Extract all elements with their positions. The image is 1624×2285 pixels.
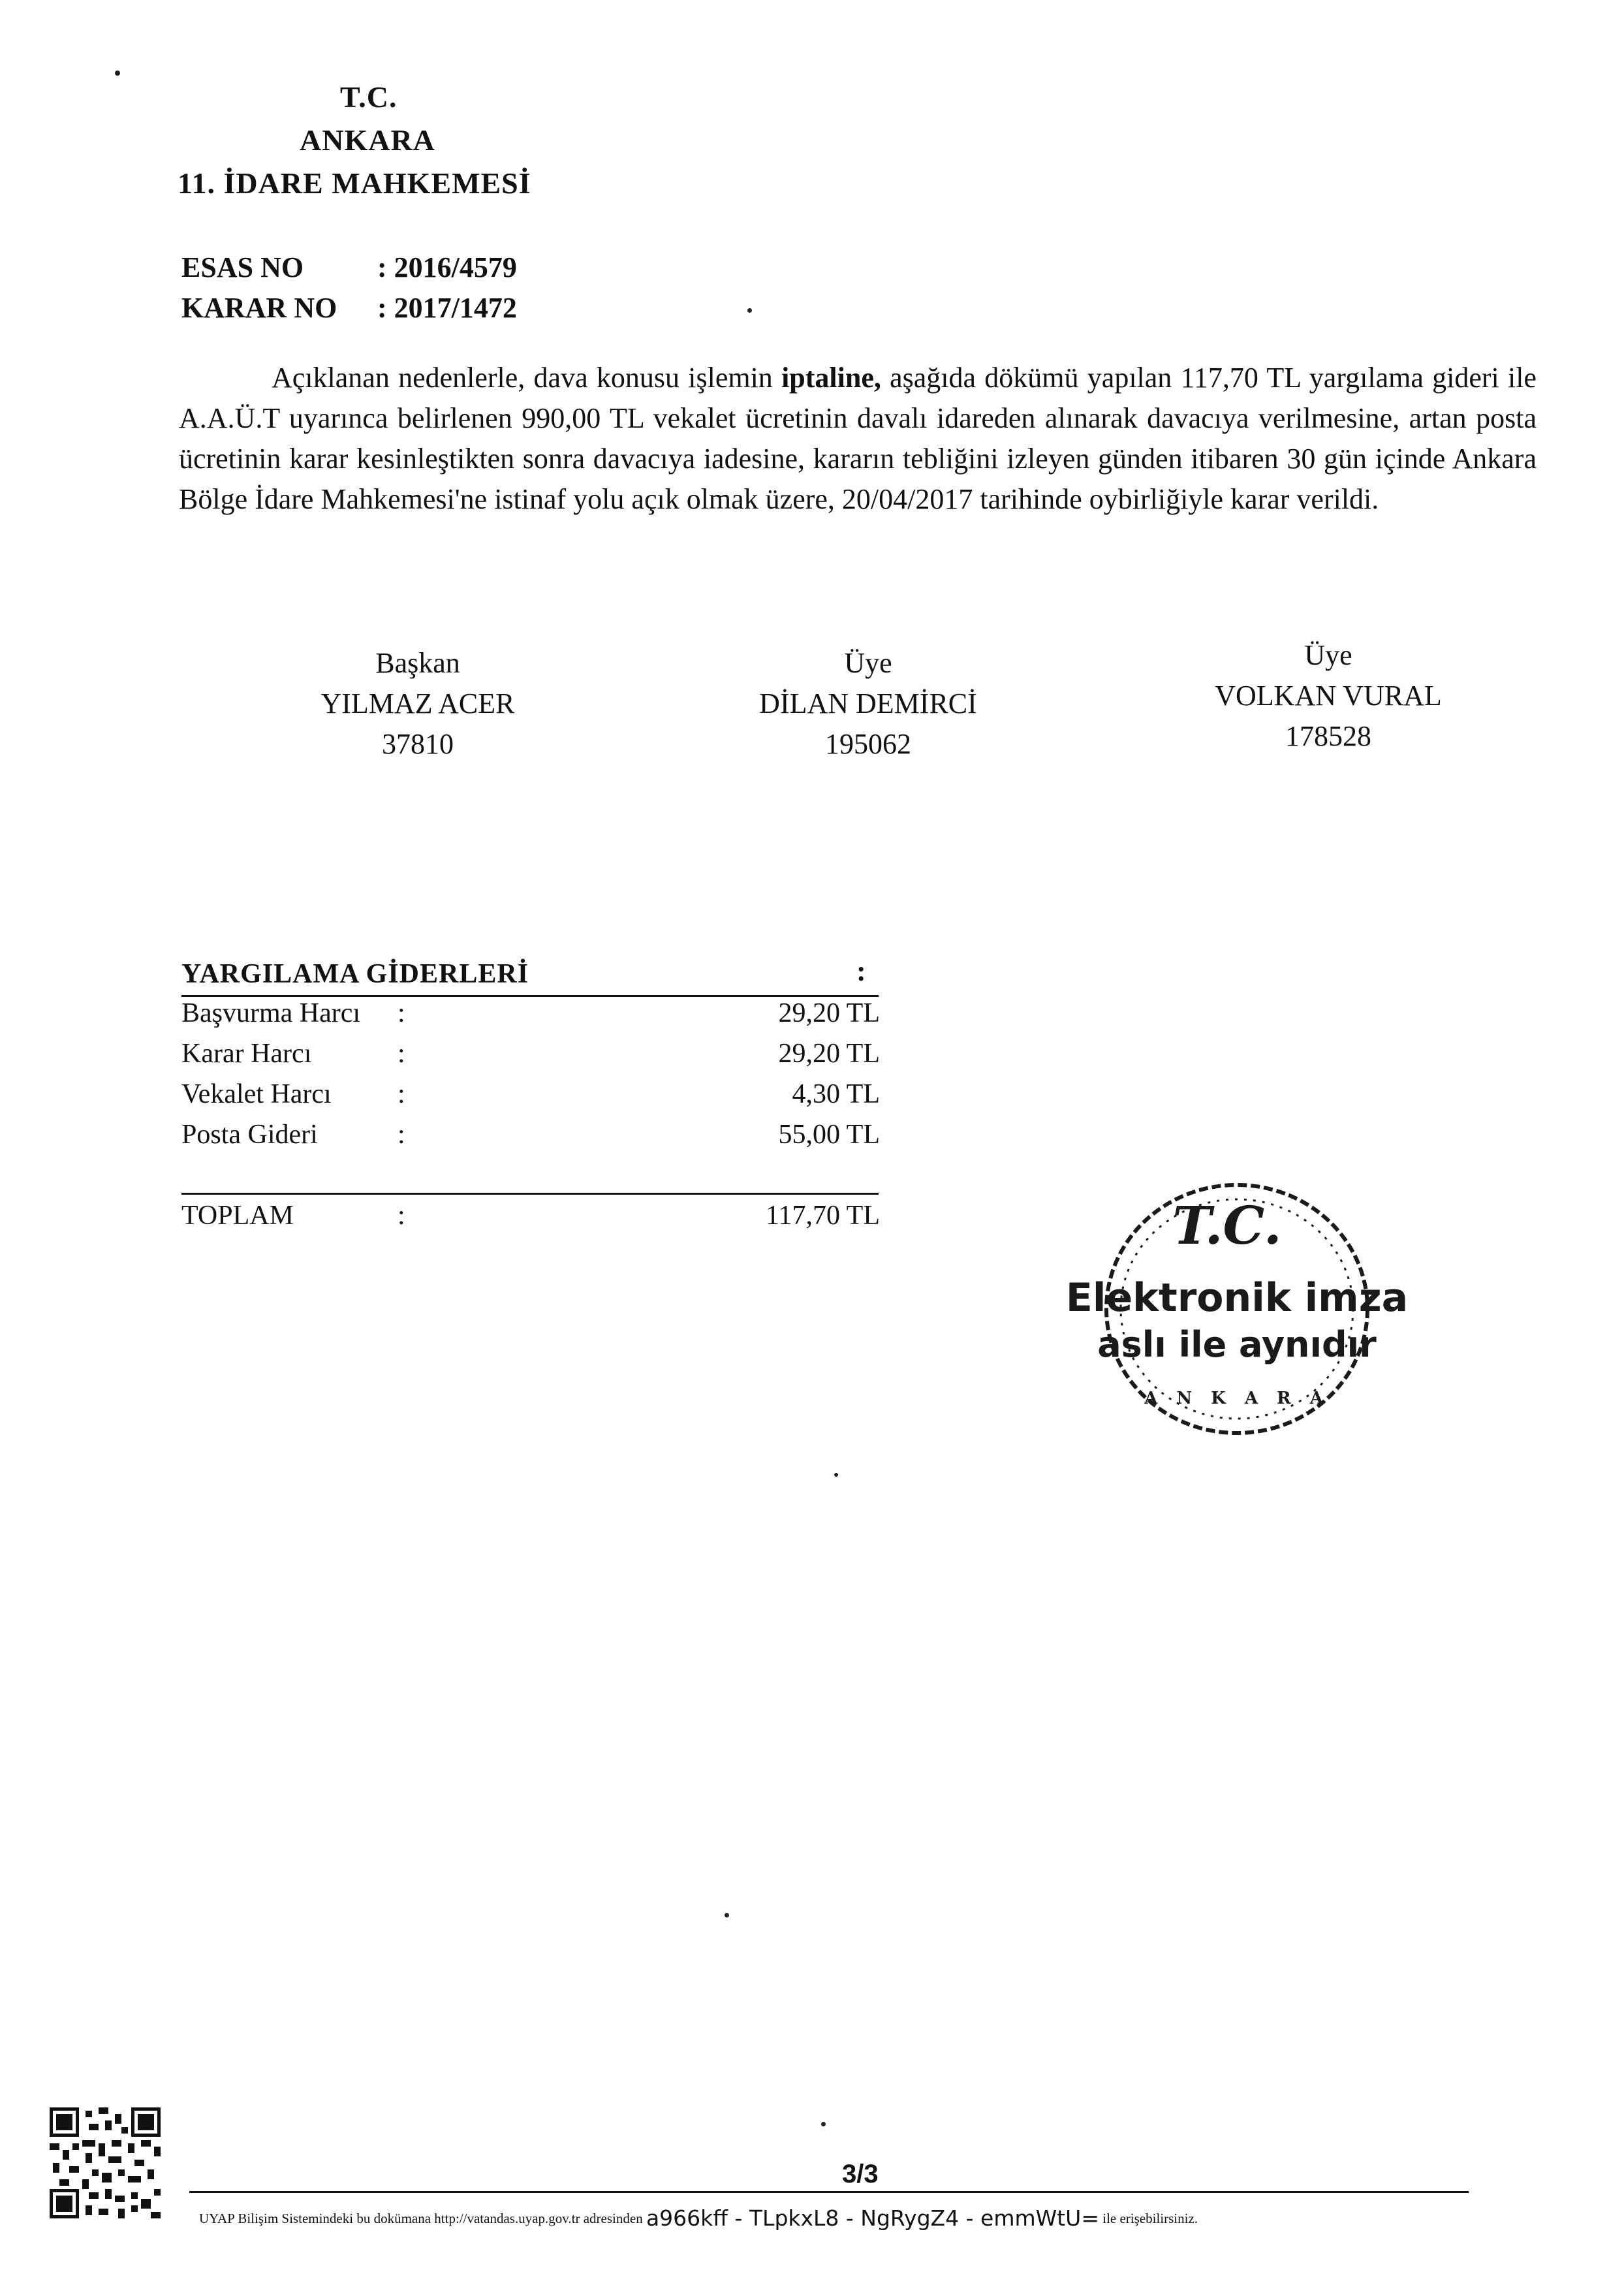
footer-divider xyxy=(189,2191,1469,2193)
costs-divider-bottom xyxy=(181,1193,879,1195)
verdict-text-part1: Açıklanan nedenlerle, dava konusu işlemin xyxy=(272,362,782,394)
cost-row xyxy=(181,1119,880,1159)
cost-total-name: TOPLAM xyxy=(181,1201,294,1231)
footer-suffix: ile erişebilirsiniz. xyxy=(1099,2211,1198,2226)
costs-title: YARGILAMA GİDERLERİ xyxy=(181,959,529,989)
cost-colon: : xyxy=(398,1079,405,1109)
cost-name: Başvurma Harcı xyxy=(181,998,361,1028)
svg-text:A N K A R A: A N K A R A xyxy=(1144,1389,1330,1408)
signatory-number: 37810 xyxy=(382,728,454,760)
verdict-emphasis: iptaline, xyxy=(781,362,881,394)
cost-total-colon: : xyxy=(398,1201,405,1231)
esas-number-row xyxy=(181,251,517,284)
cost-row xyxy=(181,1038,880,1079)
cost-row xyxy=(181,1079,880,1119)
verdict-paragraph xyxy=(179,358,1537,520)
karar-label: KARAR NO xyxy=(181,292,337,324)
qr-code-icon xyxy=(50,2107,161,2218)
signatory-role: Üye xyxy=(844,647,892,679)
cost-total-amount: 117,70 TL xyxy=(766,1201,880,1231)
signatory-name: VOLKAN VURAL xyxy=(1215,680,1442,712)
cost-colon: : xyxy=(398,1039,405,1069)
esas-value: : 2016/4579 xyxy=(377,251,517,283)
stamp-line-1: Elektronik imza xyxy=(1065,1275,1409,1321)
footer-prefix: UYAP Bilişim Sistemindeki bu dokümana http://vatandas.uyap.gov.tr adresinden xyxy=(199,2211,646,2226)
signatory-name: DİLAN DEMİRCİ xyxy=(759,687,977,719)
karar-number-row xyxy=(181,291,517,324)
cost-colon: : xyxy=(398,998,405,1028)
footer-access-note xyxy=(199,2205,1478,2231)
cost-name: Posta Gideri xyxy=(181,1120,318,1150)
signatory-number: 195062 xyxy=(825,728,911,760)
page-number: 3/3 xyxy=(842,2160,879,2188)
scan-speck xyxy=(821,2122,826,2126)
cost-total-row xyxy=(181,1200,880,1240)
signatory-role: Başkan xyxy=(375,647,460,679)
header-court-name: 11. İDARE MAHKEMESİ xyxy=(178,166,531,200)
stamp-top-text: T.C. xyxy=(1172,1195,1282,1256)
header-city: ANKARA xyxy=(300,123,435,157)
round-court-seal-icon xyxy=(1065,1169,1409,1449)
esas-label: ESAS NO xyxy=(181,251,304,283)
signature-block-member-1 xyxy=(725,643,1012,764)
stamp-line-2: aslı ile aynıdır xyxy=(1097,1324,1377,1365)
signatory-role: Üye xyxy=(1304,639,1352,671)
scan-speck xyxy=(725,1913,729,1917)
cost-amount: 55,00 TL xyxy=(778,1120,880,1150)
scan-speck xyxy=(834,1473,838,1477)
signature-block-member-2 xyxy=(1185,635,1472,757)
signatory-name: YILMAZ ACER xyxy=(320,687,515,719)
cost-amount: 29,20 TL xyxy=(778,998,880,1028)
header-country: T.C. xyxy=(340,80,398,114)
verdict-text-part2: aşağıda dökümü yapılan 117,70 TL yargılama gideri ile A.A.Ü.T uyarınca belirlenen 990,00 TL vekalet ücretinin davalı idareden alınarak davacıya verilmesine, artan posta ücretinin karar kesinleştikten sonra davacıya iadesine, kararın tebliğini izleyen günden itibaren 30 gün içinde Ankara Bölge İdare Mahkemesi'ne istinaf yolu açık olmak üzere, 20/04/2017 tarihinde oybirliğiyle karar verildi. xyxy=(179,362,1537,515)
cost-amount: 4,30 TL xyxy=(792,1079,880,1109)
footer-access-code: a966kff - TLpkxL8 - NgRygZ4 - emmWtU= xyxy=(646,2205,1099,2231)
cost-colon: : xyxy=(398,1120,405,1150)
scan-speck xyxy=(115,71,120,76)
karar-value: : 2017/1472 xyxy=(377,292,517,324)
scan-speck xyxy=(747,308,752,313)
cost-name: Karar Harcı xyxy=(181,1039,312,1069)
cost-name: Vekalet Harcı xyxy=(181,1079,332,1109)
signature-block-president xyxy=(274,643,561,764)
costs-title-colon: : xyxy=(856,955,866,987)
cost-row xyxy=(181,998,880,1038)
signatory-number: 178528 xyxy=(1285,720,1371,752)
costs-divider-top xyxy=(181,995,879,997)
cost-amount: 29,20 TL xyxy=(778,1039,880,1069)
